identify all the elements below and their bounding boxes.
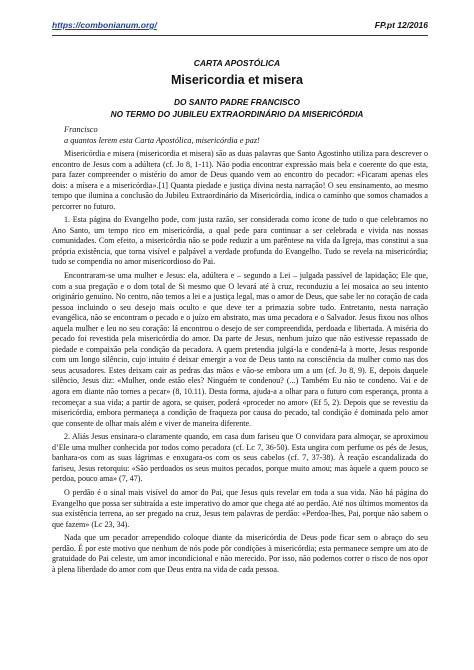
page-header <box>52 20 428 34</box>
paragraph: Misericórdia e misera (misericordia et misera) são as duas palavras que Santo Agostinho utiliza para descrever o encontro de Jesus com a adúltera (cf. Jo 8, 1-11). Não podia encontrar expressão mais bela e coerente do que esta, para fazer compreender o mistério do amor de Deus quando vem ao encontro do pecador: «Ficaram apenas eles dois: a mísera e a misericórdia».[1] Quanta piedade e justiça divina nesta narração! O seu ensinamento, ao mesmo tempo que ilumina a conclusão do Jubileu Extraordinário da Misericórdia, indica o caminho que somos chamados a percorrer no futuro. <box>52 149 428 211</box>
paragraph: 1. Esta página do Evangelho pode, com justa razão, ser considerada como ícone de tudo o que celebramos no Ano Santo, um tempo rico em misericórdia, a qual pede para continuar a ser celebrada e vivida nas nossas comunidades. Com efeito, a misericórdia não se pode reduzir a um parêntese na vida da Igreja, mas constitui a sua própria existência, que torna visível e palpável a verdade profunda do Evangelho. Tudo se revela na misericórdia; tudo se compendia no amor misericordioso do Pai. <box>52 215 428 267</box>
salutation-name: Francisco <box>64 125 98 134</box>
website-link[interactable]: https://combonianum.org/ <box>52 20 157 30</box>
document-kicker: CARTA APOSTÓLICA <box>193 58 281 68</box>
paragraph: 2. Aliás Jesus ensinara-o claramente quando, em casa dum fariseu que O convidara para almoçar, se aproximou d’Ele uma mulher conhecida por todos como pecadora (cf. Lc 7, 36-50). Esta ungira com perfume os pés de Jesus, banhara-os com as suas lágrimas e enxugara-os com os seus cabelos (cf. 7, 37-38). À reação escandalizada do fariseu, Jesus retorquiu: «São perdoados os seus muitos pecados, porque muito amou; mas àquele a quem pouco se perdoa, pouco ama» (7, 47). <box>52 432 428 484</box>
salutation-line: a quantos lerem esta Carta Apostólica, misericórdia e paz! <box>64 136 260 145</box>
document-subtitle-author: DO SANTO PADRE FRANCISCO <box>174 97 300 107</box>
header-divider <box>52 35 428 36</box>
paragraph: Nada que um pecador arrependido coloque diante da misericórdia de Deus pode ficar sem o abraço do seu perdão. É por este motivo que nenhum de nós pode pôr condições à misericórdia; esta permanece sempre um ato de gratuidade do Pai celeste, um amor incondicional e não merecido. Por isso, não podemos correr o risco de nos opor à plena liberdade do amor com que Deus entra na vida de cada pessoa. <box>52 533 428 574</box>
document-subtitle-occasion: NO TERMO DO JUBILEU EXTRAORDINÁRIO DA MISERICÓRDIA <box>110 109 364 119</box>
document-body <box>52 149 428 578</box>
document-title: Misericordia et misera <box>170 73 303 87</box>
paragraph: Encontraram-se uma mulher e Jesus: ela, adúltera e – segundo a Lei – julgada passível de lapidação; Ele que, com a sua pregação e o dom total de Si mesmo que O levará até à cruz, reconduziu a lei mosaica ao seu intento originário genuíno. No centro, não temos a lei e a justiça legal, mas o amor de Deus, que sabe ler no coração de cada pessoa incluindo o seu desejo mais oculto e que deve ter a primazia sobre tudo. Entretanto, nesta narração evangélica, não se encontram o pecado e o juízo em abstrato, mas uma pecadora e o Salvador. Jesus fixou nos olhos aquela mulher e leu no seu coração: lá encontrou o desejo de ser compreendida, perdoada e libertada. A miséria do pecado foi revestida pela misericórdia do amor. Da parte de Jesus, nenhum juízo que não estivesse repassado de piedade e compaixão pela condição da pecadora. A quem pretendia julgá-la e condená-la à morte, Jesus responde com um longo silêncio, cujo intuito é deixar emergir a voz de Deus tanto na consciência da mulher como nas dos seus acusadores. Estes deixam cair as pedras das mãos e vão-se embora um a um (cf. Jo 8, 9). E, depois daquele silêncio, Jesus diz: «Mulher, onde estão eles? Ninguém te condenou? (...) Também Eu não te condeno. Vai e de agora em diante não tornes a pecar» (8, 10.11). Desta forma, ajuda-a a olhar para o futuro com esperança, pronta a recomeçar a sua vida; a partir de agora, se quiser, poderá «proceder no amor» (Ef 5, 2). Depois que se revestiu da misericórdia, embora permaneça a condição de fraqueza por causa do pecado, tal condição é dominada pelo amor que consente de olhar mais além e viver de maneira diferente. <box>52 271 428 428</box>
document-reference: FP.pt 12/2016 <box>374 20 428 30</box>
paragraph: O perdão é o sinal mais visível do amor do Pai, que Jesus quis revelar em toda a sua vida. Não há página do Evangelho que possa ser subtraída a este imperativo do amor que chega até ao perdão. Até nos últimos momentos da sua existência terrena, ao ser pregado na cruz, Jesus tem palavras de perdão: «Perdoa-lhes, Pai, porque não sabem o que fazem» (Lc 23, 34). <box>52 487 428 529</box>
